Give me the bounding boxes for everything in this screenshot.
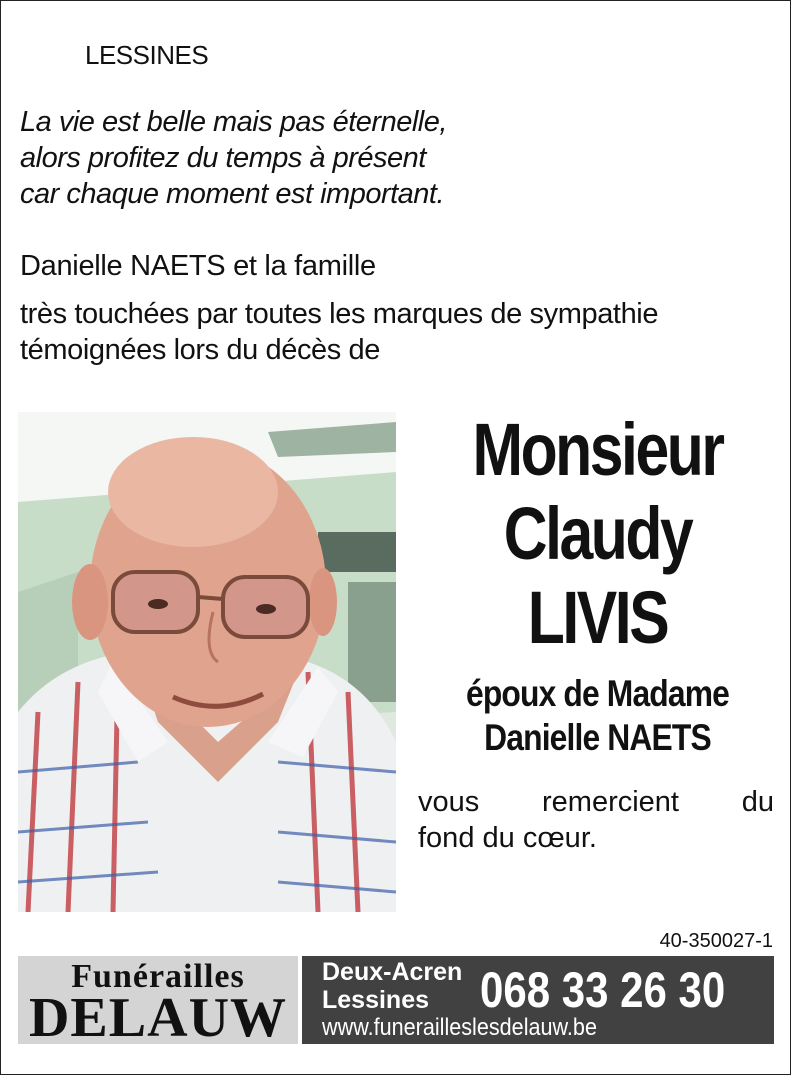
thanks-line: témoignées lors du décès de [20, 334, 380, 366]
brand-top: Funérailles [71, 958, 245, 995]
thanks-text [20, 296, 658, 368]
closing-word: du [741, 786, 774, 818]
poem-line: car chaque moment est important. [20, 178, 445, 210]
closing-line: fond du cœur. [418, 822, 597, 854]
closing-word: remercient [542, 786, 679, 818]
funeral-home-logo [18, 956, 298, 1049]
deceased-name [444, 408, 752, 660]
spouse-line: époux de Madame [466, 673, 729, 714]
deceased-title: Monsieur [472, 408, 723, 491]
location-2: Lessines [322, 986, 430, 1014]
spouse-text [436, 672, 759, 760]
reference-number: 40-350027-1 [659, 930, 773, 952]
family-line: Danielle NAETS et la famille [20, 250, 376, 282]
location-1: Deux-Acren [322, 958, 463, 986]
deceased-first-name: Claudy [503, 492, 692, 575]
closing-text [418, 784, 774, 856]
funeral-home-banner [18, 956, 774, 1049]
phone-number[interactable]: 068 33 26 30 [480, 962, 726, 1018]
spouse-line: Danielle NAETS [484, 717, 711, 758]
city-heading: LESSINES [85, 40, 209, 70]
brand-main: DELAUW [28, 987, 288, 1049]
poem-line: La vie est belle mais pas éternelle, [20, 106, 447, 138]
thanks-line: très touchées par toutes les marques de sympathie [20, 298, 659, 330]
funeral-home-info [302, 956, 774, 1044]
portrait-photo [18, 412, 396, 912]
closing-word: vous [418, 786, 480, 818]
deceased-last-name: LIVIS [527, 576, 668, 659]
poem-line: alors profitez du temps à présent [20, 142, 426, 174]
poem [20, 104, 447, 212]
website-link[interactable]: www.funerailleslesdelauw.be [322, 1014, 597, 1041]
